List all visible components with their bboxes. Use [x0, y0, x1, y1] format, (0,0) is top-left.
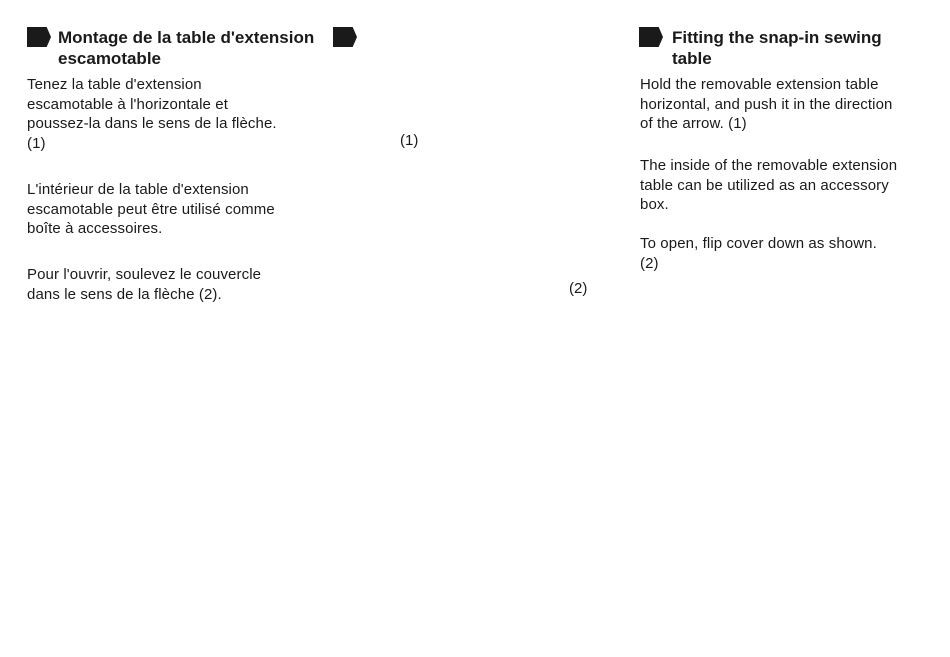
paragraph-en-2: The inside of the removable extension table can be utilized as an accessory box. — [640, 157, 898, 213]
section-marker-icon — [333, 27, 357, 47]
paragraph-fr-2: L'intérieur de la table d'extension escamotable peut être utilisé comme boîte à accessoires. — [27, 181, 275, 237]
section-heading-fr: Montage de la table d'extension escamotable — [58, 28, 315, 68]
section-heading-en: Fitting the snap-in sewing table — [672, 28, 882, 68]
paragraph-fr-3: Pour l'ouvrir, soulevez le couvercle dans le sens de la flèche (2). — [27, 266, 262, 303]
paragraph-en-3: To open, flip cover down as shown. (2) — [640, 235, 877, 272]
paragraph-en-1: Hold the removable extension table horizontal, and push it in the direction of the arrow. (1) — [640, 76, 893, 132]
paragraph-fr-1: Tenez la table d'extension escamotable à l'horizontale et poussez-la dans le sens de la flèche. (1) — [27, 76, 277, 152]
section-marker-icon — [639, 27, 663, 47]
section-marker-icon — [27, 27, 51, 47]
figure-callout-2: (2) — [569, 280, 588, 297]
figure-callout-1: (1) — [400, 132, 419, 149]
